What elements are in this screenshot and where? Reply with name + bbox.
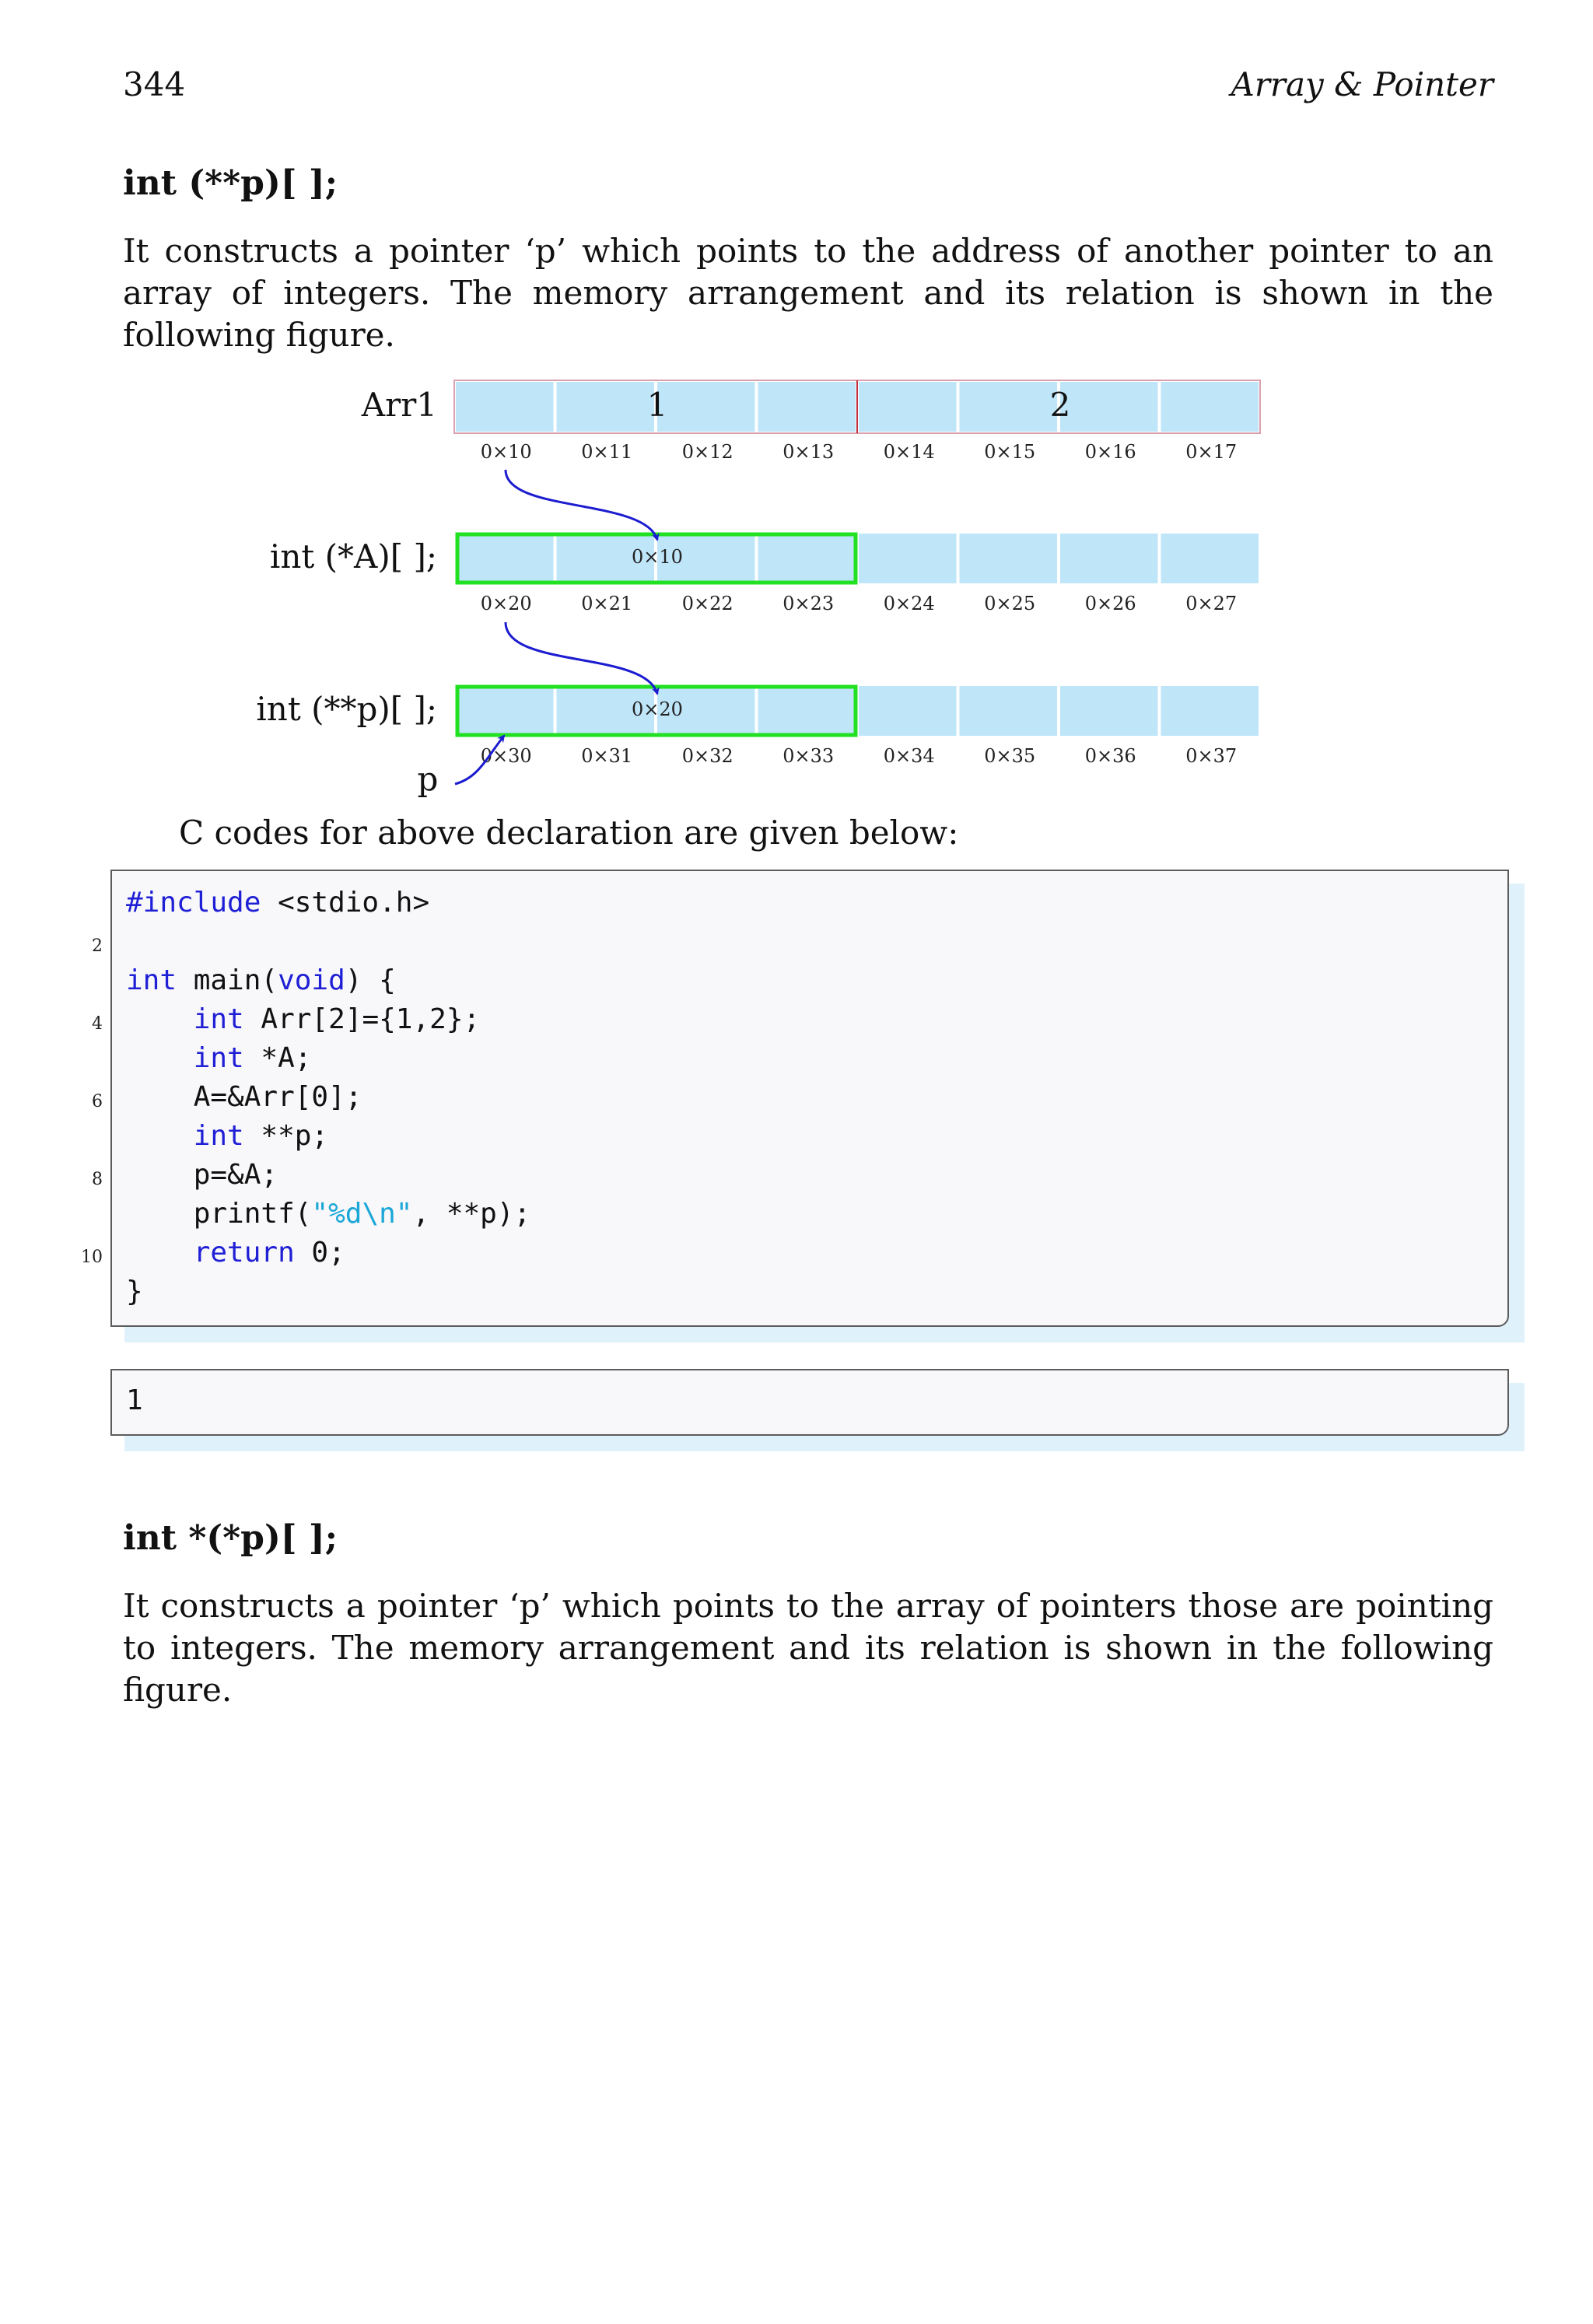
pointer-value: 0×10: [632, 546, 683, 568]
address-label: 0×25: [984, 593, 1036, 614]
array-value: 2: [1049, 386, 1071, 424]
address-label: 0×24: [883, 593, 935, 614]
line-number: 8: [92, 1170, 103, 1189]
address-label: 0×12: [681, 441, 733, 463]
row-label: int (*A)[ ];: [269, 537, 437, 576]
section-heading-2: int *(*p)[ ];: [123, 1518, 338, 1558]
line-number: [72, 1039, 103, 1078]
memory-cell: [1161, 382, 1259, 432]
code-text: }: [126, 1276, 143, 1307]
code-keyword: int: [193, 1042, 244, 1074]
code-line: [126, 1234, 530, 1272]
code-text: [126, 1003, 194, 1035]
address-label: 0×21: [581, 593, 633, 614]
address-label: 0×26: [1084, 593, 1136, 614]
code-line: [126, 1039, 530, 1078]
memory-cell: [1161, 686, 1259, 736]
address-label: 0×10: [480, 441, 532, 463]
code-text: main(: [177, 964, 278, 996]
code-keyword: int: [193, 1120, 244, 1152]
code-keyword: int: [126, 964, 177, 996]
code-line: [126, 1078, 530, 1117]
code-keyword: return: [193, 1237, 295, 1269]
address-label: 0×11: [581, 441, 633, 463]
address-label: 0×30: [480, 745, 532, 767]
code-text: , **p);: [412, 1198, 531, 1230]
line-number: [72, 961, 103, 1000]
line-number: [72, 1195, 103, 1234]
code-text: A=&Arr[0];: [126, 1081, 362, 1113]
memory-cell: [657, 382, 755, 432]
memory-cell: [758, 534, 856, 583]
memory-cell: [960, 534, 1058, 583]
address-label: 0×31: [581, 745, 633, 767]
address-label: 0×37: [1185, 745, 1238, 767]
line-number: [72, 1272, 103, 1311]
code-text: [126, 1120, 194, 1152]
line-number: 2: [92, 936, 103, 956]
address-label: 0×13: [782, 441, 835, 463]
code-line: [126, 1117, 530, 1156]
code-line: [126, 961, 530, 1000]
memory-cell: [1161, 534, 1259, 583]
code-line: [126, 884, 530, 922]
memory-cell: [1060, 686, 1158, 736]
code-line: [126, 922, 530, 961]
address-label: 0×22: [681, 593, 733, 614]
memory-cell: [758, 382, 856, 432]
running-title: Array & Pointer: [1231, 65, 1493, 103]
address-label: 0×34: [883, 745, 935, 767]
code-text: 0;: [294, 1237, 345, 1269]
memory-cell: [456, 382, 554, 432]
section-heading-1: int (**p)[ ];: [123, 163, 338, 203]
array-value: 1: [646, 386, 668, 424]
memory-cell: [859, 382, 957, 432]
code-text: <stdio.h>: [261, 887, 430, 919]
address-label: 0×32: [681, 745, 733, 767]
address-label: 0×33: [782, 745, 835, 767]
address-label: 0×15: [984, 441, 1036, 463]
address-label: 0×17: [1185, 441, 1238, 463]
code-line: [126, 1272, 530, 1311]
code-keyword: void: [278, 964, 345, 996]
section-paragraph-2: It constructs a pointer ‘p’ which points to the array of pointers those are pointing to integers. The memory arrangement and its relation is shown in the following figure.: [123, 1587, 1493, 1709]
code-intro-text: C codes for above declaration are given below:: [179, 814, 959, 852]
memory-diagram: [0, 0, 1593, 840]
memory-cell: [1060, 382, 1158, 432]
code-text: [126, 1237, 194, 1269]
code-string: "%d\n": [311, 1198, 413, 1230]
code-text: Arr[2]={1,2};: [243, 1003, 481, 1035]
code-keyword: #include: [126, 887, 261, 919]
memory-cell: [758, 686, 856, 736]
code-text: **p;: [243, 1120, 329, 1152]
memory-cell: [859, 686, 957, 736]
line-number: 4: [92, 1014, 103, 1034]
code-text: ) {: [345, 964, 396, 996]
row-label: int (**p)[ ];: [256, 690, 437, 728]
code-keyword: int: [193, 1003, 244, 1035]
line-number: [72, 1117, 103, 1156]
address-label: 0×23: [782, 593, 835, 614]
code-text: printf(: [126, 1198, 312, 1230]
memory-cell: [456, 534, 554, 583]
pointer-value: 0×20: [632, 698, 683, 720]
address-label: 0×36: [1084, 745, 1136, 767]
code-text: *A;: [243, 1042, 312, 1074]
memory-cell: [557, 382, 655, 432]
memory-cell: [859, 534, 957, 583]
memory-cell: [960, 686, 1058, 736]
code-line: [126, 1156, 530, 1195]
row-label: Arr1: [361, 386, 437, 424]
pointer-arrow: [506, 470, 657, 540]
address-label: 0×35: [984, 745, 1036, 767]
section-paragraph-1: It constructs a pointer ‘p’ which points to the address of another pointer to an array of integers. The memory arrangement and its relation is shown in the following figure.: [123, 232, 1493, 354]
address-label: 0×16: [1084, 441, 1136, 463]
code-text: [126, 1042, 194, 1074]
memory-cell: [456, 686, 554, 736]
code-line: [126, 1000, 530, 1039]
line-number: [72, 884, 103, 922]
line-number: 10: [81, 1248, 103, 1267]
memory-cell: [1060, 534, 1158, 583]
code-text: p=&A;: [126, 1159, 278, 1191]
code-line: [126, 1195, 530, 1234]
address-label: 0×27: [1185, 593, 1238, 614]
page-number: 344: [123, 65, 186, 103]
output-box: [110, 1369, 1509, 1436]
address-label: 0×14: [883, 441, 935, 463]
code-lines: [126, 884, 530, 1311]
line-numbers: [72, 884, 103, 1311]
line-number: 6: [92, 1092, 103, 1111]
pointer-arrow: [506, 622, 657, 694]
pointer-p-label: p: [417, 760, 439, 798]
memory-cell: [960, 382, 1058, 432]
output-text: 1: [126, 1384, 143, 1416]
address-label: 0×20: [480, 593, 532, 614]
